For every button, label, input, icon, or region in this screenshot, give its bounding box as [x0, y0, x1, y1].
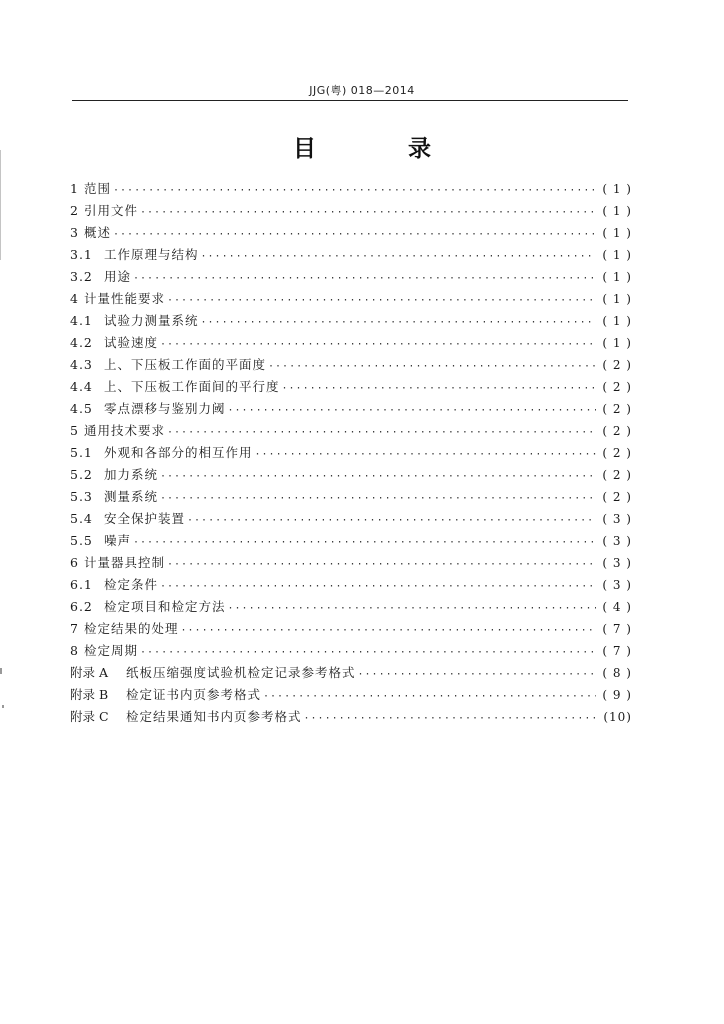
toc-entry: [70, 398, 632, 420]
toc-entry: [70, 266, 632, 288]
toc-entry-title: 检定证书内页参考格式: [126, 687, 262, 702]
toc-entry: [70, 354, 632, 376]
toc-entry-title: 范围: [84, 181, 112, 196]
toc-dot-leader: [228, 598, 596, 620]
toc-dot-leader: [304, 708, 596, 730]
toc-dot-leader: [201, 246, 596, 268]
toc-entry: [70, 178, 632, 200]
toc-entry: [70, 552, 632, 574]
toc-entry-page: ( 1 ): [602, 182, 632, 196]
toc-entry: [70, 222, 632, 244]
toc-dot-leader: [113, 180, 596, 202]
toc-entry-title: 噪声: [104, 533, 132, 548]
toc-entry-number: 5: [70, 423, 79, 438]
toc-entry: [70, 574, 632, 596]
toc-entry-title: 通用技术要求: [84, 423, 166, 438]
toc-entry-title: 纸板压缩强度试验机检定记录参考格式: [126, 665, 356, 680]
toc-entry-page: ( 8 ): [602, 666, 632, 680]
toc-entry: [70, 662, 632, 684]
toc-dot-leader: [133, 532, 596, 554]
toc-entry-number: 8: [70, 643, 79, 658]
toc-dot-leader: [160, 334, 596, 356]
toc-entry-number: 3.1: [70, 247, 93, 262]
toc-entry-number: 4.2: [70, 335, 93, 350]
toc-entry-number: 4.4: [70, 379, 93, 394]
toc-entry-number: 5.1: [70, 445, 93, 460]
toc-dot-leader: [167, 554, 596, 576]
toc-entry-page: ( 7 ): [602, 644, 632, 658]
toc-entry-page: (10): [603, 710, 632, 724]
toc-entry-title: 检定周期: [84, 643, 139, 658]
toc-entry-number: 5.4: [70, 511, 93, 526]
scan-mark: [2, 705, 4, 708]
toc-entry: [70, 640, 632, 662]
toc-dot-leader: [263, 686, 596, 708]
toc-entry-page: ( 1 ): [602, 226, 632, 240]
toc-dot-leader: [113, 224, 596, 246]
toc-dot-leader: [201, 312, 596, 334]
toc-entry-page: ( 9 ): [602, 688, 632, 702]
toc-entry-number: 5.5: [70, 533, 93, 548]
toc-entry-title: 上、下压板工作面的平面度: [104, 357, 267, 372]
header-rule: [72, 100, 628, 101]
toc-entry: [70, 376, 632, 398]
toc-entry-title: 检定结果的处理: [84, 621, 179, 636]
toc-entry-number: 4.5: [70, 401, 93, 416]
toc-dot-leader: [181, 620, 596, 642]
toc-entry: [70, 706, 632, 728]
toc-entry-title: 概述: [84, 225, 112, 240]
toc-entry-page: ( 2 ): [602, 380, 632, 394]
toc-entry-number: 6.1: [70, 577, 93, 592]
toc-entry: [70, 618, 632, 640]
toc-entry-title: 工作原理与结构: [104, 247, 199, 262]
toc-entry-number: 4.1: [70, 313, 93, 328]
table-of-contents: [70, 178, 632, 728]
toc-dot-leader: [167, 290, 596, 312]
toc-entry: [70, 244, 632, 266]
page-title: 目 录: [292, 136, 473, 162]
toc-entry: [70, 442, 632, 464]
toc-dot-leader: [358, 664, 596, 686]
toc-entry-page: ( 2 ): [602, 358, 632, 372]
toc-entry-number: 5.3: [70, 489, 93, 504]
toc-dot-leader: [140, 202, 596, 224]
toc-entry: [70, 420, 632, 442]
toc-entry-title: 检定条件: [104, 577, 159, 592]
toc-entry-page: ( 1 ): [602, 314, 632, 328]
toc-entry-number: 4: [70, 291, 79, 306]
toc-entry-page: ( 2 ): [602, 402, 632, 416]
toc-dot-leader: [268, 356, 596, 378]
scan-mark: [0, 150, 1, 260]
toc-entry: [70, 530, 632, 552]
toc-entry: [70, 684, 632, 706]
toc-entry: [70, 332, 632, 354]
toc-entry: [70, 310, 632, 332]
toc-entry-title: 试验力测量系统: [104, 313, 199, 328]
toc-entry-page: ( 3 ): [602, 534, 632, 548]
toc-entry-number: 7: [70, 621, 79, 636]
toc-entry-page: ( 4 ): [602, 600, 632, 614]
toc-entry-number: 3.2: [70, 269, 93, 284]
toc-entry-page: ( 2 ): [602, 446, 632, 460]
toc-entry-page: ( 1 ): [602, 204, 632, 218]
standard-code: JJG(粤) 018—2014: [309, 84, 415, 97]
toc-entry-title: 检定结果通知书内页参考格式: [126, 709, 302, 724]
toc-entry-number: 附录 B: [70, 687, 109, 702]
toc-entry: [70, 464, 632, 486]
toc-dot-leader: [228, 400, 596, 422]
toc-entry-title: 外观和各部分的相互作用: [104, 445, 253, 460]
toc-dot-leader: [160, 488, 596, 510]
toc-entry-page: ( 7 ): [602, 622, 632, 636]
toc-entry-title: 加力系统: [104, 467, 159, 482]
toc-entry-number: 5.2: [70, 467, 93, 482]
toc-dot-leader: [167, 422, 596, 444]
toc-dot-leader: [160, 576, 596, 598]
toc-dot-leader: [133, 268, 596, 290]
toc-entry-number: 附录 C: [70, 709, 109, 724]
toc-entry: [70, 508, 632, 530]
toc-dot-leader: [187, 510, 596, 532]
toc-entry-title: 检定项目和检定方法: [104, 599, 226, 614]
toc-entry-page: ( 3 ): [602, 556, 632, 570]
toc-entry: [70, 596, 632, 618]
toc-entry-title: 零点漂移与鉴别力阈: [104, 401, 226, 416]
toc-entry-title: 测量系统: [104, 489, 159, 504]
toc-entry-title: 上、下压板工作面间的平行度: [104, 379, 280, 394]
toc-entry-number: 6: [70, 555, 79, 570]
toc-entry-number: 附录 A: [70, 665, 109, 680]
toc-entry-page: ( 2 ): [602, 468, 632, 482]
toc-entry-page: ( 3 ): [602, 578, 632, 592]
toc-entry-number: 4.3: [70, 357, 93, 372]
toc-entry-page: ( 1 ): [602, 248, 632, 262]
toc-dot-leader: [160, 466, 596, 488]
toc-entry-title: 安全保护装置: [104, 511, 186, 526]
toc-entry-title: 计量性能要求: [84, 291, 166, 306]
toc-entry-title: 引用文件: [84, 203, 139, 218]
scan-mark: [0, 668, 2, 674]
toc-entry-number: 2: [70, 203, 79, 218]
toc-entry: [70, 200, 632, 222]
toc-dot-leader: [255, 444, 596, 466]
toc-dot-leader: [140, 642, 596, 664]
toc-entry-page: ( 2 ): [602, 424, 632, 438]
toc-entry-number: 3: [70, 225, 79, 240]
toc-entry-title: 计量器具控制: [84, 555, 166, 570]
toc-entry-page: ( 3 ): [602, 512, 632, 526]
toc-entry-page: ( 2 ): [602, 490, 632, 504]
toc-entry-page: ( 1 ): [602, 292, 632, 306]
toc-entry: [70, 288, 632, 310]
toc-dot-leader: [282, 378, 596, 400]
toc-entry-number: 6.2: [70, 599, 93, 614]
toc-entry-number: 1: [70, 181, 79, 196]
toc-entry-page: ( 1 ): [602, 270, 632, 284]
toc-entry: [70, 486, 632, 508]
toc-entry-page: ( 1 ): [602, 336, 632, 350]
toc-entry-title: 用途: [104, 269, 132, 284]
toc-entry-title: 试验速度: [104, 335, 159, 350]
